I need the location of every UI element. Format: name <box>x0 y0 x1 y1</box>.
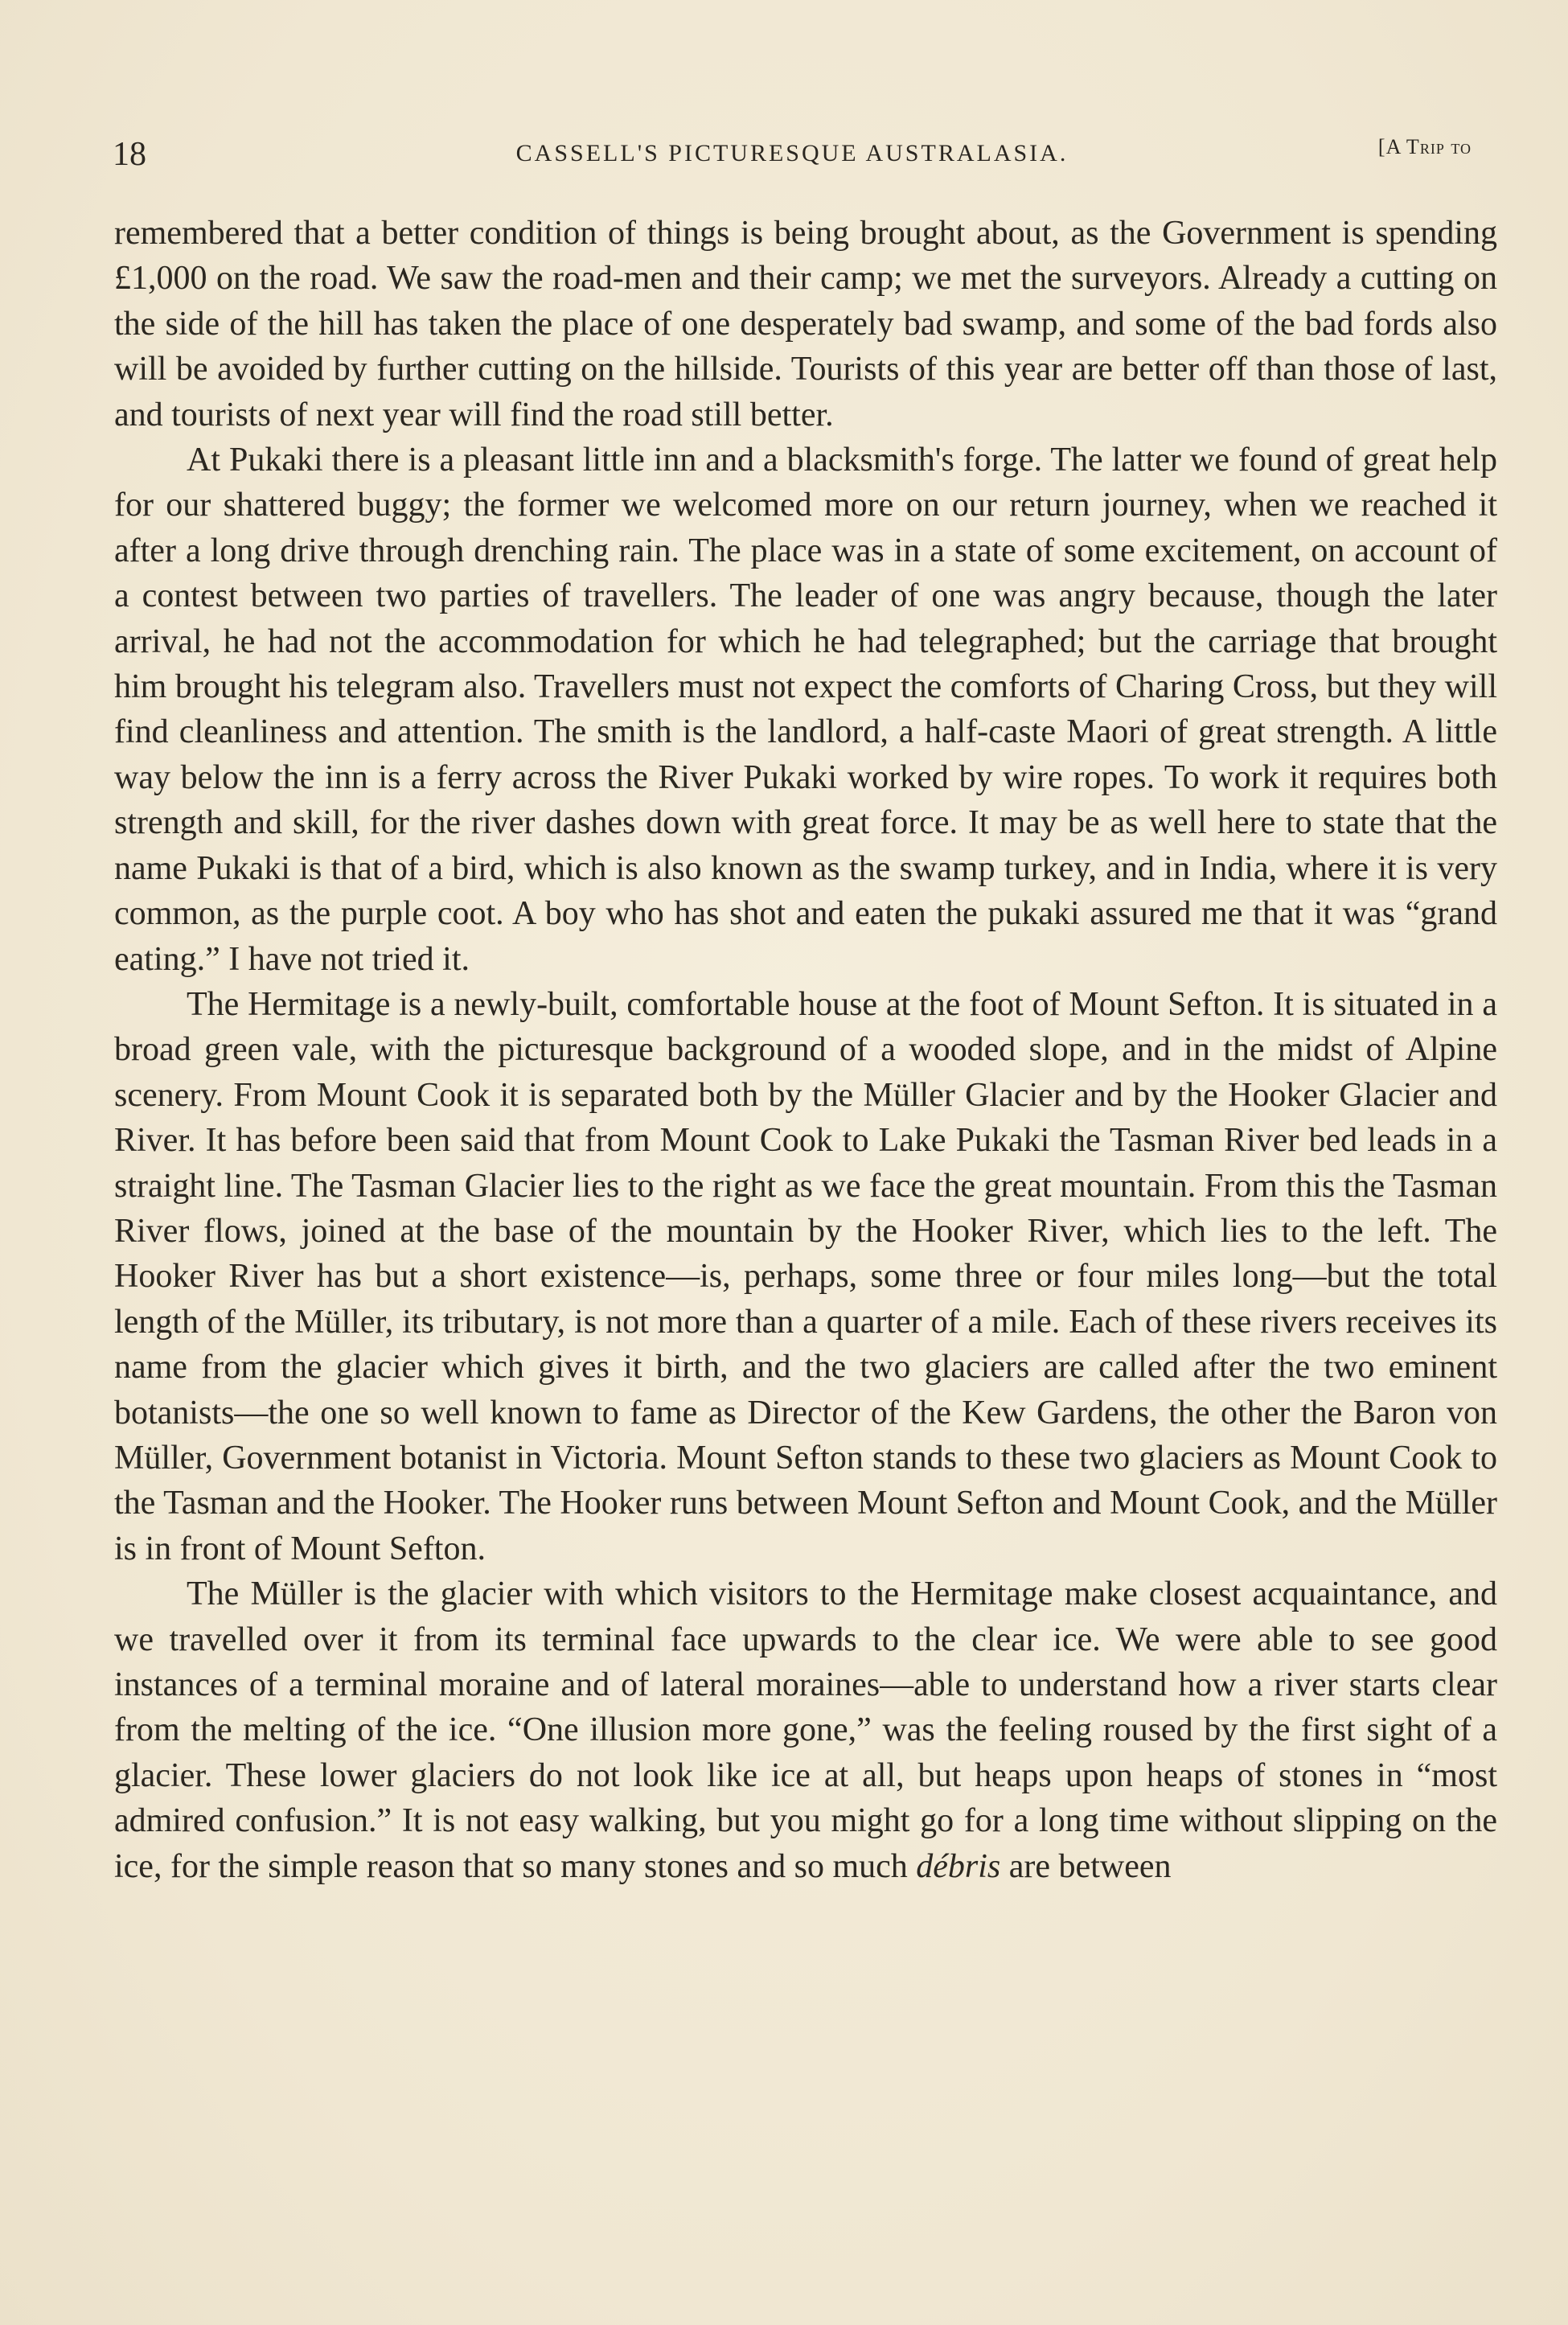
paragraph-4-text-end: are between <box>1008 1847 1172 1885</box>
page-number: 18 <box>113 136 146 173</box>
paragraph-4-italic-word: débris <box>916 1847 1001 1885</box>
paragraph-2: At Pukaki there is a pleasant little inn and a blacksmith's forge. The latter we found of great help for our shattered buggy; the former we welcomed more on our return journey, when we reached it after a long drive through drenching rain. The place was in a state of some excitement, on account of a contest between two parties of travellers. The leader of one was angry because, though the later arrival, he had not the accommodation for which he had telegraphed; but the carriage that brought him brought his telegram also. Travellers must not expect the comforts of Charing Cross, but they will find cleanliness and attention. The smith is the landlord, a half-caste Maori of great strength. A little way below the inn is a ferry across the River Pukaki worked by wire ropes. To work it requires both strength and skill, for the river dashes down with great force. It may be as well here to state that the name Pukaki is that of a bird, which is also known as the swamp turkey, and in India, where it is very common, as the purple coot. A boy who has shot and eaten the pukaki assured me that it was “grand eating.” I have not tried it. <box>114 442 1497 978</box>
page-header <box>113 135 1472 183</box>
section-marker: [A Trip to <box>1377 135 1472 158</box>
paragraph-4-text: The Müller is the glacier with which visitors to the Hermitage make closest acquaintance, and we travelled over it from its terminal face upwards to the clear ice. We were able to see good instances of a terminal moraine and of lateral moraines—able to understand how a river starts clear from the melting of the ice. “One illusion more gone,” was the feeling roused by the first sight of a glacier. These lower glaciers do not look like ice at all, but heaps upon heaps of stones in “most admired confusion.” It is not easy walking, but you might go for a long time without slipping on the ice, for the simple reason that so many stones and so much <box>114 1575 1497 1885</box>
running-title: CASSELL'S PICTURESQUE AUSTRALASIA. <box>515 140 1069 166</box>
paragraph-4 <box>114 1571 1497 1889</box>
paragraph-1: remembered that a better condition of things is being brought about, as the Government is spending £1,000 on the road. We saw the road-men and their camp; we met the surveyors. Already a cutting on the side of the hill has taken the place of one desperately bad swamp, and some of the bad fords also will be avoided by further cutting on the hillside. Tourists of this year are better off than those of last, and tourists of next year will find the road still better. <box>114 215 1497 433</box>
paragraph-3: The Hermitage is a newly-built, comfortable house at the foot of Mount Sefton. It is situated in a broad green vale, with the picturesque background of a wooded slope, and in the midst of Alpine scenery. From Mount Cook it is separated both by the Müller Glacier and by the Hooker Glacier and River. It has before been said that from Mount Cook to Lake Pukaki the Tasman River bed leads in a straight line. The Tasman Glacier lies to the right as we face the great mountain. From this the Tasman River flows, joined at the base of the mountain by the Hooker River, which lies to the left. The Hooker River has but a short existence—is, perhaps, some three or four miles long—but the total length of the Müller, its tributary, is not more than a quarter of a mile. Each of these rivers receives its name from the glacier which gives it birth, and the two glaciers are called after the two eminent botanists—the one so well known to fame as Director of the Kew Gardens, the other the Baron von Müller, Government botanist in Victoria. Mount Sefton stands to these two glaciers as Mount Cook to the Tasman and the Hooker. The Hooker runs between Mount Sefton and Mount Cook, and the Müller is in front of Mount Sefton. <box>114 985 1497 1567</box>
body-text <box>114 211 1497 1889</box>
